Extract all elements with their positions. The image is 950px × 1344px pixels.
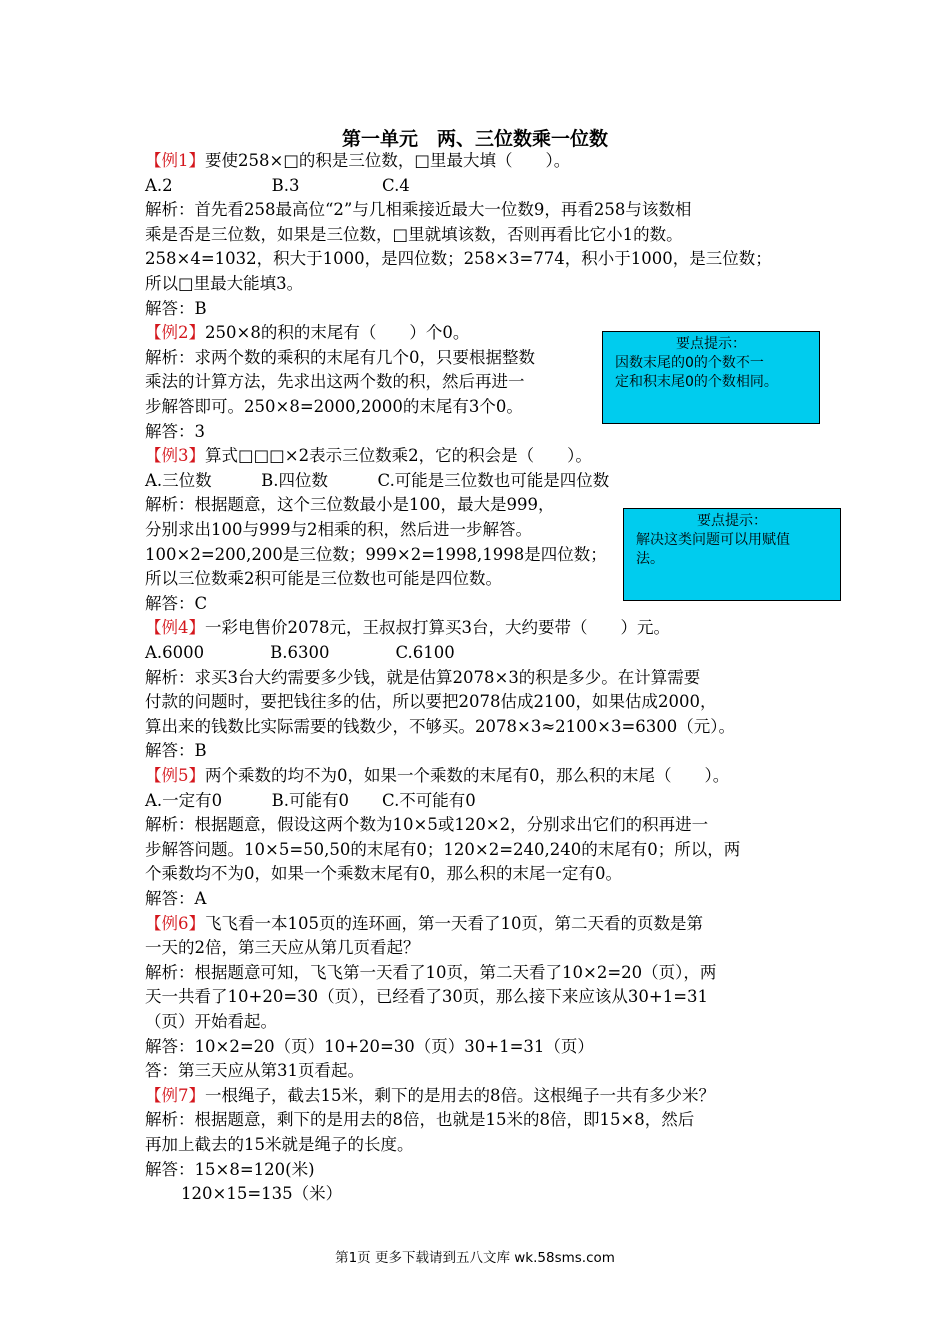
text-line (145, 936, 420, 960)
text-line (145, 592, 207, 616)
text-line (145, 961, 716, 985)
example-question (145, 149, 570, 173)
page-footer: 第1页 更多下载请到五八文库 wk.58sms.com (335, 1250, 615, 1266)
line-text: 解答：B (145, 741, 207, 761)
example-label: 【例4】 (145, 618, 205, 638)
line-text: A.一定有0 B.可能有0 C.不可能有0 (145, 790, 476, 810)
example-label: 【例1】 (145, 151, 205, 170)
example-label: 【例2】 (145, 323, 205, 343)
line-text: 一天的2倍，第三天应从第几页看起？ (145, 938, 420, 958)
line-text: 100×2=200,200是三位数；999×2=1998,1998是四位数； (145, 544, 607, 564)
text-line (145, 887, 206, 911)
text-line (145, 346, 535, 370)
text-line (145, 223, 683, 247)
line-text: 乘是否是三位数，如果是三位数，□里就填该数，否则再看比它小1的数。 (145, 224, 683, 244)
line-text: 解析：根据题意，这个三位数最小是100，最大是999， (145, 495, 555, 515)
line-text: 258×4=1032，积大于1000，是四位数；258×3=774，积小于1000，是三位数； (145, 249, 772, 269)
line-text: 解答：B (145, 298, 207, 318)
line-text: A.2 B.3 C.4 (145, 175, 410, 195)
line-text: 解答：10×2=20（页）10+20=30（页）30+1=31（页） (145, 1036, 594, 1056)
example-question (145, 321, 469, 345)
text-line (145, 272, 303, 296)
line-text: 分别求出100与999与2相乘的积，然后进一步解答。 (145, 520, 532, 539)
example-question (145, 444, 592, 468)
hint-title: 要点提示： (676, 336, 746, 352)
example-question (145, 616, 670, 640)
line-text: 要使258×□的积是三位数，□里最大填（ ）。 (205, 151, 571, 170)
hint-text: 解决这类问题可以用赋值 (636, 532, 790, 548)
line-text: 解答：3 (145, 421, 205, 441)
line-text: 付款的问题时，要把钱往多的估，所以要把2078估成2100，如果估成2000， (145, 692, 717, 712)
text-line (145, 1010, 277, 1034)
line-text: 解析：根据题意可知，飞飞第一天看了10页，第二天看了10×2=20（页），两 (145, 962, 717, 982)
line-text: 解析：求买3台大约需要多少钱，就是估算2078×3的积是多少。在计算需要 (145, 667, 701, 687)
line-text: 乘法的计算方法，先求出这两个数的积，然后再进一 (145, 372, 525, 392)
line-text: 再加上截去的15米就是绳子的长度。 (145, 1135, 414, 1154)
text-line (145, 666, 700, 690)
line-text: 步解答即可。250×8=2000,2000的末尾有3个0。 (145, 397, 523, 416)
line-text: 解析：根据题意，假设这两个数为10×5或120×2，分别求出它们的积再进一 (145, 815, 709, 835)
line-text: 算式□□□×2表示三位数乘2，它的积会是（ ）。 (205, 446, 592, 466)
line-text: 算出来的钱数比实际需要的钱数少，不够买。2078×3≈2100×3=6300（元）。 (145, 716, 736, 736)
line-text: 答：第三天应从第31页看起。 (145, 1061, 364, 1081)
text-line (145, 1133, 414, 1157)
text-line (145, 493, 555, 517)
line-text: 所以三位数乘2积可能是三位数也可能是四位数。 (145, 569, 502, 589)
text-line (145, 370, 525, 394)
text-line (145, 739, 207, 763)
text-line (145, 174, 410, 198)
line-text: 一彩电售价2078元，王叔叔打算买3台，大约要带（ ）元。 (205, 618, 670, 638)
hint-box-1 (602, 331, 820, 424)
text-line (145, 1108, 694, 1132)
hint-text: 定和积末尾0的个数相同。 (615, 374, 778, 390)
line-text: 解答：15×8=120(米) (145, 1159, 315, 1179)
example-question (145, 1084, 715, 1108)
example-question (145, 764, 729, 788)
line-text: 一根绳子，截去15米，剩下的是用去的8倍。这根绳子一共有多少米？ (205, 1085, 715, 1105)
text-line (145, 789, 476, 813)
line-text: 解析：首先看258最高位“2”与几相乘接近最大一位数9，再看258与该数相 (145, 200, 692, 220)
line-text: 飞飞看一本105页的连环画，第一天看了10页，第二天看的页数是第 (205, 913, 703, 933)
line-text: 个乘数均不为0，如果一个乘数末尾有0，那么积的末尾一定有0。 (145, 864, 622, 884)
line-text: 250×8的积的末尾有（ ）个0。 (205, 323, 470, 343)
line-text: 两个乘数的均不为0，如果一个乘数的末尾有0，那么积的末尾（ ）。 (205, 766, 730, 785)
text-line (145, 247, 772, 271)
line-text: 所以□里最大能填3。 (145, 274, 304, 293)
text-line (145, 690, 716, 714)
text-line (145, 198, 691, 222)
line-text: A.6000 B.6300 C.6100 (145, 643, 455, 662)
text-line (145, 1035, 594, 1059)
text-line (145, 518, 532, 542)
line-text: 120×15=135（米） (181, 1184, 343, 1204)
text-line (145, 838, 740, 862)
text-line (145, 985, 708, 1009)
text-line (145, 420, 205, 444)
text-line (145, 395, 523, 419)
line-text: 天一共看了10+20=30（页），已经看了30页，那么接下来应该从30+1=31 (145, 987, 709, 1007)
example-label: 【例7】 (145, 1085, 205, 1105)
line-text: 步解答问题。10×5=50,50的末尾有0；120×2=240,240的末尾有0；所以，两 (145, 839, 741, 859)
hint-text: 因数末尾的0的个数不一 (615, 355, 764, 371)
example-label: 【例6】 (145, 913, 205, 933)
text-line (181, 1182, 342, 1206)
example-label: 【例3】 (145, 446, 205, 466)
line-text: （页）开始看起。 (145, 1012, 277, 1031)
hint-text: 法。 (636, 551, 664, 567)
line-text: 解析：求两个数的乘积的末尾有几个0，只要根据整数 (145, 347, 535, 367)
line-text: 解答：C (145, 593, 208, 613)
text-line (145, 543, 607, 567)
text-line (145, 567, 502, 591)
line-text: 解析：根据题意，剩下的是用去的8倍，也就是15米的8倍，即15×8，然后 (145, 1110, 695, 1130)
hint-title: 要点提示： (697, 513, 767, 529)
text-line (145, 1158, 315, 1182)
hint-box-2 (623, 508, 841, 601)
example-label: 【例5】 (145, 766, 205, 785)
text-line (145, 469, 609, 493)
line-text: 解答：A (145, 889, 207, 908)
text-line (145, 715, 735, 739)
page-title: 第一单元 两、三位数乘一位数 (341, 128, 608, 150)
text-line (145, 862, 622, 886)
text-line (145, 297, 207, 321)
text-line (145, 813, 708, 837)
line-text: A.三位数 B.四位数 C.可能是三位数也可能是四位数 (145, 470, 610, 490)
text-line (145, 641, 455, 665)
text-line (145, 1059, 364, 1083)
example-question (145, 912, 703, 936)
